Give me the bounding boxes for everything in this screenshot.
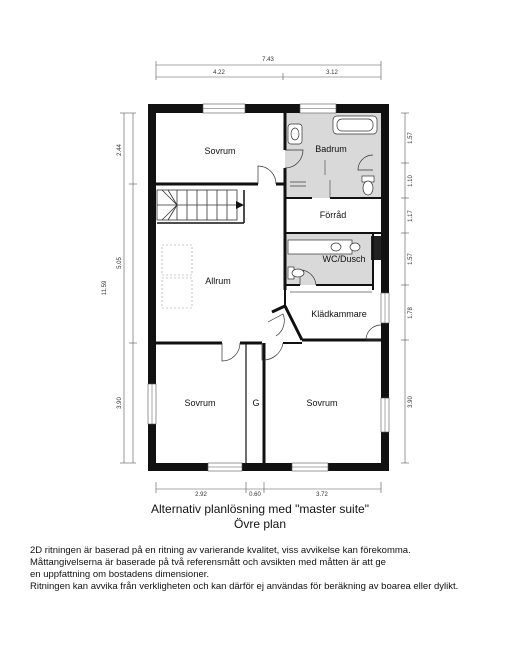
room-label-sovrum-left: Sovrum (184, 398, 216, 408)
dim-bottom-b: 0.60 (249, 492, 261, 498)
room-label-badrum: Badrum (315, 144, 347, 154)
dim-left-total: 11.59 (102, 280, 108, 296)
dashed-skylights (162, 245, 192, 308)
room-label-forrad: Förråd (319, 210, 347, 220)
dim-left-b: 5.05 (117, 257, 123, 269)
plan-caption-title: Alternativ planlösning med "master suite" (151, 502, 369, 516)
room-label-wc-dusch: WC/Dusch (322, 254, 366, 264)
dim-top-left: 4.22 (213, 70, 225, 76)
room-label-kladkammare: Klädkammare (311, 309, 367, 319)
room-label-g: G (252, 398, 260, 408)
disclaimer-line: 2D ritningen är baserad på en ritning av varierande kvalitet, viss avvikelse kan förekomma. (30, 545, 411, 556)
dim-bottom-a: 2.92 (195, 492, 207, 498)
dim-right-a: 1.57 (408, 132, 414, 144)
plan-caption-subtitle: Övre plan (233, 517, 287, 531)
disclaimer-line: Måttangivelserna är baserade på två referensmått och avsikten med måtten är att ge (30, 557, 386, 568)
room-label-allrum: Allrum (205, 276, 231, 286)
dim-right-b: 1.10 (408, 175, 414, 187)
dim-right-e: 1.78 (408, 307, 414, 319)
dim-left-c: 3.90 (117, 397, 123, 409)
dim-top-total: 7.43 (262, 57, 274, 63)
staircase (157, 190, 244, 223)
disclaimer-notes (30, 545, 510, 593)
room-label-sovrum-top: Sovrum (204, 146, 236, 156)
dim-bottom-c: 3.72 (316, 492, 328, 498)
disclaimer-line: en uppfattning om bostadens dimensioner. (30, 569, 210, 580)
dim-right-c: 1.17 (408, 210, 414, 222)
dim-right-f: 3.90 (408, 396, 414, 408)
dim-left-a: 2.44 (117, 144, 123, 156)
room-label-sovrum-right: Sovrum (306, 398, 338, 408)
dim-right-d: 1.57 (408, 253, 414, 265)
dim-top-right: 3.12 (326, 70, 338, 76)
disclaimer-line: Ritningen kan avvika från verkligheten och kan därför ej användas för beräkning av boarea eller dylikt. (30, 581, 459, 592)
